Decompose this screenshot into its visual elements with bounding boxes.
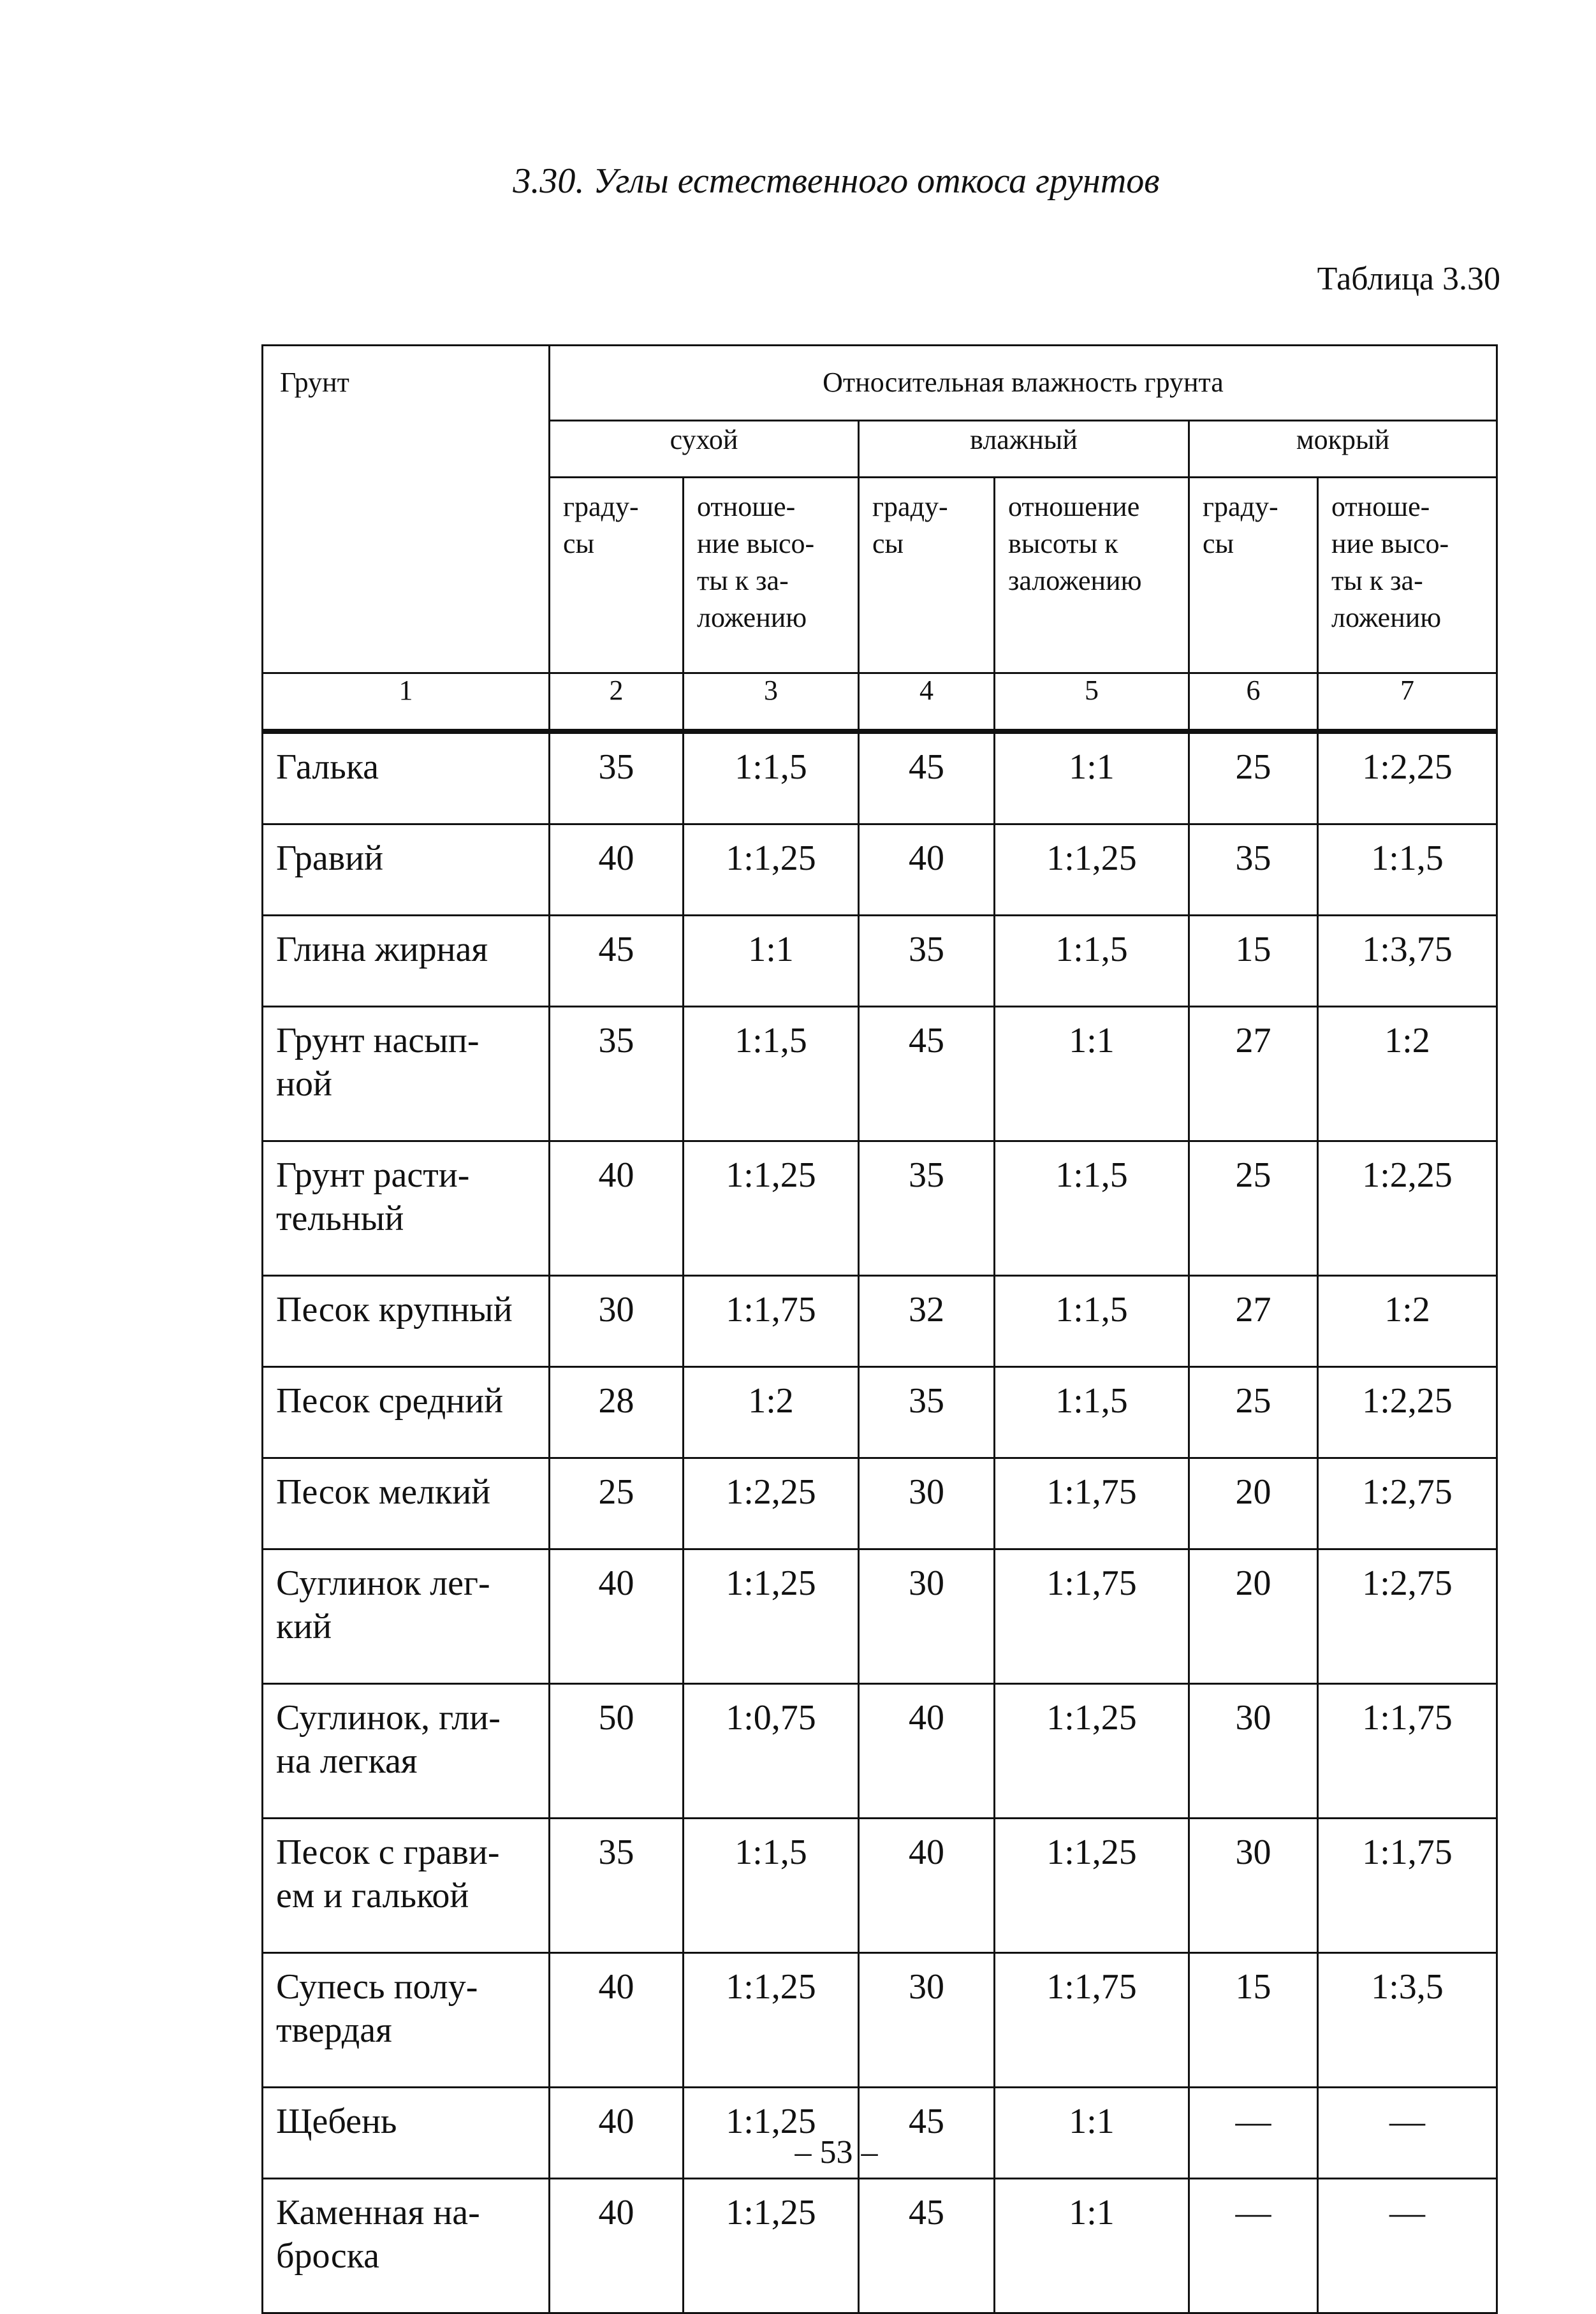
degrees-cell: 40 (550, 2088, 684, 2179)
degrees-cell: 25 (1189, 731, 1318, 824)
table-row (263, 1458, 1497, 1549)
table-row (263, 916, 1497, 1007)
soil-name-cell: Гравий (263, 824, 550, 916)
table-row (263, 1684, 1497, 1819)
soil-name-cell: Супесь полу- твердая (263, 1953, 550, 2088)
ratio-cell: 1:1,5 (684, 1007, 859, 1141)
degrees-cell: 35 (550, 1007, 684, 1141)
header-group-dry: сухой (550, 421, 859, 478)
ratio-cell: 1:1,5 (1318, 824, 1497, 916)
degrees-cell: 45 (859, 2088, 995, 2179)
ratio-cell: 1:1 (684, 916, 859, 1007)
ratio-cell: 1:2 (1318, 1007, 1497, 1141)
ratio-cell: 1:1 (995, 2179, 1189, 2313)
degrees-cell: 40 (859, 1684, 995, 1819)
ratio-cell: 1:1,25 (684, 824, 859, 916)
table-row (263, 1367, 1497, 1458)
ratio-cell: 1:1,25 (995, 824, 1189, 916)
degrees-cell: 20 (1189, 1458, 1318, 1549)
column-number: 1 (263, 673, 550, 732)
degrees-cell: 35 (550, 1819, 684, 1953)
degrees-cell: 45 (859, 731, 995, 824)
degrees-cell: 30 (1189, 1819, 1318, 1953)
soil-name-cell: Каменная на- броска (263, 2179, 550, 2313)
degrees-cell: 40 (550, 1953, 684, 2088)
soil-name-cell: Грунт насып- ной (263, 1007, 550, 1141)
ratio-cell: 1:1,25 (995, 1684, 1189, 1819)
ratio-cell: 1:2,75 (1318, 1458, 1497, 1549)
soil-name-cell: Песок крупный (263, 1276, 550, 1367)
table-row (263, 1007, 1497, 1141)
ratio-cell: 1:1,25 (684, 1141, 859, 1276)
degrees-cell: 40 (550, 1141, 684, 1276)
ratio-cell: 1:1,5 (684, 731, 859, 824)
soil-name-cell: Щебень (263, 2088, 550, 2179)
ratio-cell: 1:1,25 (995, 1819, 1189, 1953)
ratio-cell: 1:2 (684, 1367, 859, 1458)
ratio-cell: 1:3,75 (1318, 916, 1497, 1007)
table-row (263, 824, 1497, 916)
degrees-cell: 30 (859, 1458, 995, 1549)
header-group-moist: влажный (859, 421, 1189, 478)
ratio-cell: 1:1,5 (995, 1141, 1189, 1276)
degrees-cell: 25 (1189, 1141, 1318, 1276)
header-humidity: Относительная влажность грунта (550, 346, 1497, 421)
soil-name-cell: Песок мелкий (263, 1458, 550, 1549)
degrees-cell: 27 (1189, 1276, 1318, 1367)
ratio-cell: 1:1,25 (684, 1953, 859, 2088)
ratio-cell: 1:3,5 (1318, 1953, 1497, 2088)
ratio-cell: 1:1,25 (684, 2179, 859, 2313)
degrees-cell: 25 (1189, 1367, 1318, 1458)
header-ratio-wet: отноше- ние высо- ты к за- ложению (1318, 478, 1497, 673)
degrees-cell: 40 (859, 1819, 995, 1953)
degrees-cell: 40 (859, 824, 995, 916)
ratio-cell: 1:1,5 (995, 916, 1189, 1007)
header-soil: Грунт (263, 346, 550, 673)
degrees-cell: — (1189, 2088, 1318, 2179)
degrees-cell: 30 (1189, 1684, 1318, 1819)
table-row (263, 1819, 1497, 1953)
soil-name-cell: Суглинок, гли- на легкая (263, 1684, 550, 1819)
ratio-cell: — (1318, 2088, 1497, 2179)
ratio-cell: 1:0,75 (684, 1684, 859, 1819)
degrees-cell: 35 (859, 1367, 995, 1458)
ratio-cell: 1:2,25 (1318, 1367, 1497, 1458)
header-group-wet: мокрый (1189, 421, 1497, 478)
ratio-cell: 1:1,5 (684, 1819, 859, 1953)
table-row (263, 1276, 1497, 1367)
ratio-cell: 1:1,25 (684, 2088, 859, 2179)
header-degrees-dry: граду- сы (550, 478, 684, 673)
soil-name-cell: Песок средний (263, 1367, 550, 1458)
ratio-cell: 1:1,75 (995, 1458, 1189, 1549)
degrees-cell: 45 (550, 916, 684, 1007)
ratio-cell: 1:2,25 (684, 1458, 859, 1549)
degrees-cell: 30 (859, 1953, 995, 2088)
ratio-cell: 1:2,25 (1318, 1141, 1497, 1276)
table-row (263, 2179, 1497, 2313)
ratio-cell: 1:2,75 (1318, 1549, 1497, 1684)
degrees-cell: 35 (859, 916, 995, 1007)
degrees-cell: 50 (550, 1684, 684, 1819)
degrees-cell: 20 (1189, 1549, 1318, 1684)
ratio-cell: 1:1,75 (995, 1549, 1189, 1684)
header-ratio-moist: отношение высоты к заложению (995, 478, 1189, 673)
soil-name-cell: Песок с грави- ем и галькой (263, 1819, 550, 1953)
ratio-cell: 1:1,75 (1318, 1684, 1497, 1819)
soil-name-cell: Галька (263, 731, 550, 824)
header-ratio-dry: отноше- ние высо- ты к за- ложению (684, 478, 859, 673)
degrees-cell: 15 (1189, 1953, 1318, 2088)
degrees-cell: 30 (859, 1549, 995, 1684)
ratio-cell: 1:1 (995, 2088, 1189, 2179)
column-number: 6 (1189, 673, 1318, 732)
ratio-cell: 1:1,25 (684, 1549, 859, 1684)
degrees-cell: 35 (550, 731, 684, 824)
degrees-cell: 40 (550, 1549, 684, 1684)
degrees-cell: 40 (550, 2179, 684, 2313)
table-row (263, 1141, 1497, 1276)
degrees-cell: — (1189, 2179, 1318, 2313)
header-degrees-wet: граду- сы (1189, 478, 1318, 673)
soil-name-cell: Грунт расти- тельный (263, 1141, 550, 1276)
degrees-cell: 25 (550, 1458, 684, 1549)
page-number: – 53 – (794, 2134, 878, 2171)
degrees-cell: 15 (1189, 916, 1318, 1007)
degrees-cell: 35 (859, 1141, 995, 1276)
degrees-cell: 28 (550, 1367, 684, 1458)
ratio-cell: 1:1,75 (684, 1276, 859, 1367)
degrees-cell: 40 (550, 824, 684, 916)
soil-name-cell: Глина жирная (263, 916, 550, 1007)
soil-slope-table (261, 344, 1498, 2314)
degrees-cell: 35 (1189, 824, 1318, 916)
ratio-cell: 1:1 (995, 1007, 1189, 1141)
ratio-cell: 1:1,5 (995, 1276, 1189, 1367)
ratio-cell: 1:1,75 (995, 1953, 1189, 2088)
column-number: 3 (684, 673, 859, 732)
degrees-cell: 32 (859, 1276, 995, 1367)
degrees-cell: 27 (1189, 1007, 1318, 1141)
table-label: Таблица 3.30 (1317, 261, 1500, 297)
column-number: 5 (995, 673, 1189, 732)
column-number: 2 (550, 673, 684, 732)
ratio-cell: 1:2 (1318, 1276, 1497, 1367)
degrees-cell: 30 (550, 1276, 684, 1367)
soil-name-cell: Суглинок лег- кий (263, 1549, 550, 1684)
header-degrees-moist: граду- сы (859, 478, 995, 673)
degrees-cell: 45 (859, 2179, 995, 2313)
column-number: 4 (859, 673, 995, 732)
ratio-cell: 1:1 (995, 731, 1189, 824)
table-row (263, 731, 1497, 824)
ratio-cell: — (1318, 2179, 1497, 2313)
section-heading: 3.30. Углы естественного откоса грунтов (513, 161, 1160, 201)
column-number: 7 (1318, 673, 1497, 732)
column-number-row (263, 673, 1497, 732)
ratio-cell: 1:2,25 (1318, 731, 1497, 824)
table-row (263, 1549, 1497, 1684)
ratio-cell: 1:1,5 (995, 1367, 1189, 1458)
table-row (263, 1953, 1497, 2088)
degrees-cell: 45 (859, 1007, 995, 1141)
ratio-cell: 1:1,75 (1318, 1819, 1497, 1953)
